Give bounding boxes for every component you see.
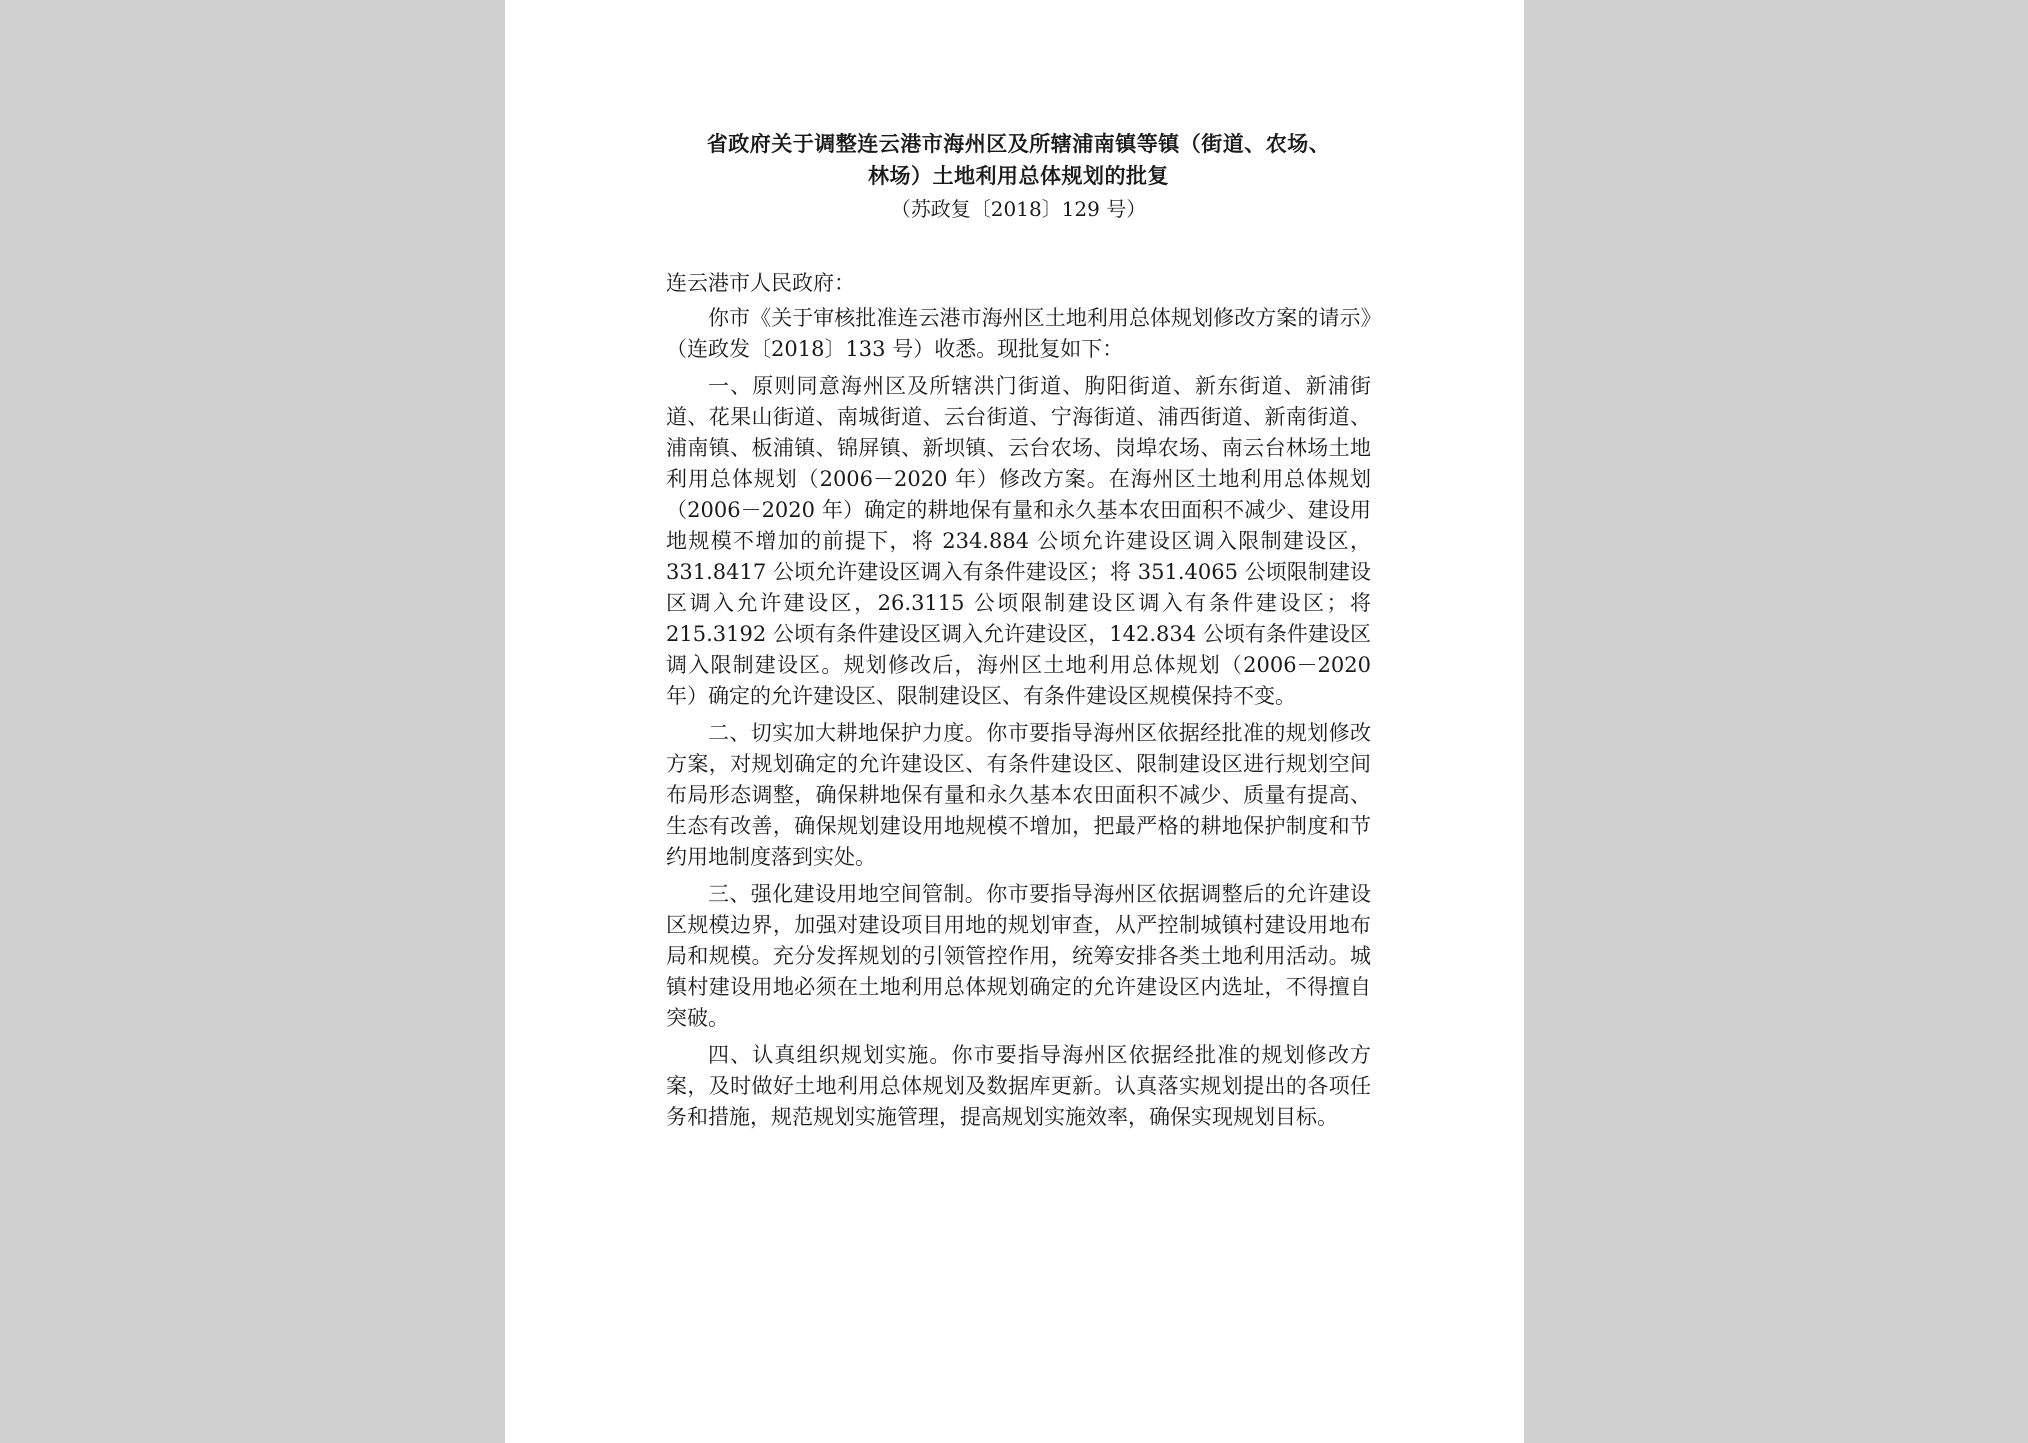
document-page	[505, 0, 1524, 1443]
salutation: 连云港市人民政府：	[666, 271, 855, 295]
paragraph-section-3: 三、强化建设用地空间管制。你市要指导海州区依据调整后的允许建设区规模边界，加强对建设项目用地的规划审查，从严控制城镇村建设用地布局和规模。充分发挥规划的引领管控作用，统筹安排各类土地利用活动。城镇村建设用地必须在土地利用总体规划确定的允许建设区内选址，不得擅自突破。	[666, 882, 1371, 1030]
paragraph-section-1: 一、原则同意海州区及所辖洪门街道、朐阳街道、新东街道、新浦街道、花果山街道、南城街道、云台街道、宁海街道、浦西街道、新南街道、浦南镇、板浦镇、锦屏镇、新坝镇、云台农场、岗埠农场、南云台林场土地利用总体规划（2006－2020 年）修改方案。在海州区土地利用总体规划（2006－2020 年）确定的耕地保有量和永久基本农田面积不减少、建设用地规模不增加的前提下，将 234.884 公顷允许建设区调入限制建设区，331.8417 公顷允许建设区调入有条件建设区；将 351.4065 公顷限制建设区调入允许建设区，26.3115 公顷限制建设区调入有条件建设区；将 215.3192 公顷有条件建设区调入允许建设区，142.834 公顷有条件建设区调入限制建设区。规划修改后，海州区土地利用总体规划（2006－2020 年）确定的允许建设区、限制建设区、有条件建设区规模保持不变。	[666, 374, 1371, 708]
document-body	[666, 128, 1371, 1133]
paragraph-section-2: 二、切实加大耕地保护力度。你市要指导海州区依据经批准的规划修改方案，对规划确定的允许建设区、有条件建设区、限制建设区进行规划空间布局形态调整，确保耕地保有量和永久基本农田面积不减少、质量有提高、生态有改善，确保规划建设用地规模不增加，把最严格的耕地保护制度和节约用地制度落到实处。	[666, 721, 1371, 869]
paragraph-intro: 你市《关于审核批准连云港市海州区土地利用总体规划修改方案的请示》（连政发〔2018〕133 号）收悉。现批复如下：	[666, 306, 1371, 361]
document-number: （苏政复〔2018〕129 号）	[890, 197, 1147, 221]
title-line-2: 林场）土地利用总体规划的批复	[868, 164, 1169, 188]
paragraph-section-4: 四、认真组织规划实施。你市要指导海州区依据经批准的规划修改方案，及时做好土地利用总体规划及数据库更新。认真落实规划提出的各项任务和措施，规范规划实施管理，提高规划实施效率，确保实现规划目标。	[666, 1043, 1371, 1129]
title-line-1: 省政府关于调整连云港市海州区及所辖浦南镇等镇（街道、农场、	[706, 132, 1331, 156]
document-title	[666, 128, 1371, 192]
